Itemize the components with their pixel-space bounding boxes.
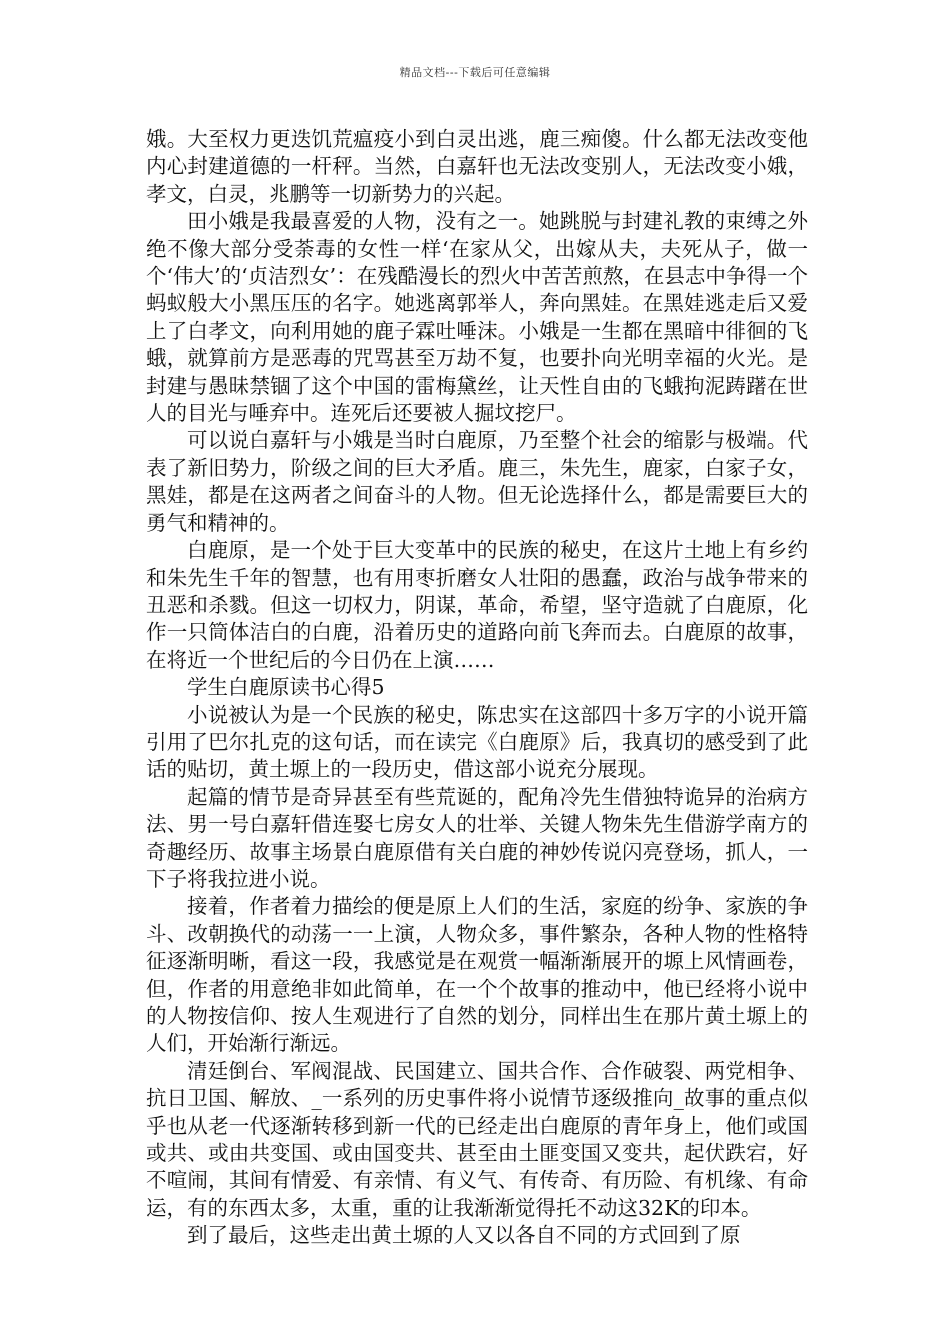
paragraph: 田小娥是我最喜爱的人物，没有之一。她跳脱与封建礼教的束缚之外绝不像大部分受荼毒的女性一样‘在家从父，出嫁从夫，夫死从子，做一个‘伟大’的‘贞洁烈女’：在残酷漫长的烈火中苦苦煎熬，在县志中争得一个蚂蚁般大小黑压压的名字。她逃离郭举人，奔向黑娃。在黑娃逃走后又爱上了白孝文，向利用她的鹿子霖吐唾沫。小娥是一生都在黑暗中徘徊的飞蛾，就算前方是恶毒的咒骂甚至万劫不复，也要扑向光明幸福的火光。是封建与愚昧禁锢了这个中国的雷梅黛丝，让天性自由的飞蛾拘泥踌躇在世人的目光与唾弃中。连死后还要被人掘坟挖尸。 bbox=[146, 209, 808, 426]
paragraph: 清廷倒台、军阀混战、民国建立、国共合作、合作破裂、两党相争、抗日卫国、解放、_一系列的历史事件将小说情节逐级推向_故事的重点似乎也从老一代逐渐转移到新一代的已经走出白鹿原的青年身上，他们或国或共、或由共变国、或由国变共、甚至由土匪变国又变共，起伏跌宕，好不喧闹，其间有情爱、有亲情、有义气、有传奇、有历险、有机缘、有命运，有的东西太多，太重，重的让我渐渐觉得托不动这32K的印本。 bbox=[146, 1058, 808, 1220]
paragraph: 可以说白嘉轩与小娥是当时白鹿原，乃至整个社会的缩影与极端。代表了新旧势力，阶级之间的巨大矛盾。鹿三，朱先生，鹿家，白家子女，黑娃，都是在这两者之间奋斗的人物。但无论选择什么，都是需要巨大的勇气和精神的。 bbox=[146, 428, 808, 535]
paragraph: 起篇的情节是奇异甚至有些荒诞的，配角冷先生借独特诡异的治病方法、男一号白嘉轩借连娶七房女人的壮举、关键人物朱先生借游学南方的奇趣经历、故事主场景白鹿原借有关白鹿的神妙传说闪亮登场，抓人，一下子将我拉进小说。 bbox=[146, 784, 808, 891]
paragraph: 到了最后，这些走出黄土塬的人又以各自不同的方式回到了原 bbox=[187, 1223, 741, 1248]
section-heading: 学生白鹿原读书心得5 bbox=[187, 675, 385, 700]
document-body bbox=[146, 126, 808, 1250]
paragraph: 白鹿原，是一个处于巨大变革中的民族的秘史，在这片土地上有乡约和朱先生千年的智慧，也有用枣折磨女人壮阳的愚蠢，政治与战争带来的丑恶和杀戮。但这一切权力，阴谋，革命，希望，坚守造就了白鹿原，化作一只筒体洁白的白鹿，沿着历史的道路向前飞奔而去。白鹿原的故事，在将近一个世纪后的今日仍在上演…… bbox=[146, 538, 808, 672]
paragraph: 娥。大至权力更迭饥荒瘟疫小到白灵出逃，鹿三痴傻。什么都无法改变他内心封建道德的一杆秤。当然，白嘉轩也无法改变别人，无法改变小娥，孝文，白灵，兆鹏等一切新势力的兴起。 bbox=[146, 127, 808, 206]
page-header: 精品文档---下载后可任意编辑 bbox=[399, 66, 551, 79]
paragraph: 接着，作者着力描绘的便是原上人们的生活，家庭的纷争、家族的争斗、改朝换代的动荡一一上演，人物众多，事件繁杂，各种人物的性格特征逐渐明晰，看这一段，我感觉是在观赏一幅渐渐展开的塬上风情画卷，但，作者的用意绝非如此简单，在一个个故事的推动中，他已经将小说中的人物按信仰、按人生观进行了自然的划分，同样出生在那片黄土塬上的人们，开始渐行渐远。 bbox=[146, 894, 808, 1056]
paragraph: 小说被认为是一个民族的秘史，陈忠实在这部四十多万字的小说开篇引用了巴尔扎克的这句话，而在读完《白鹿原》后，我真切的感受到了此话的贴切，黄土塬上的一段历史，借这部小说充分展现。 bbox=[146, 702, 808, 782]
